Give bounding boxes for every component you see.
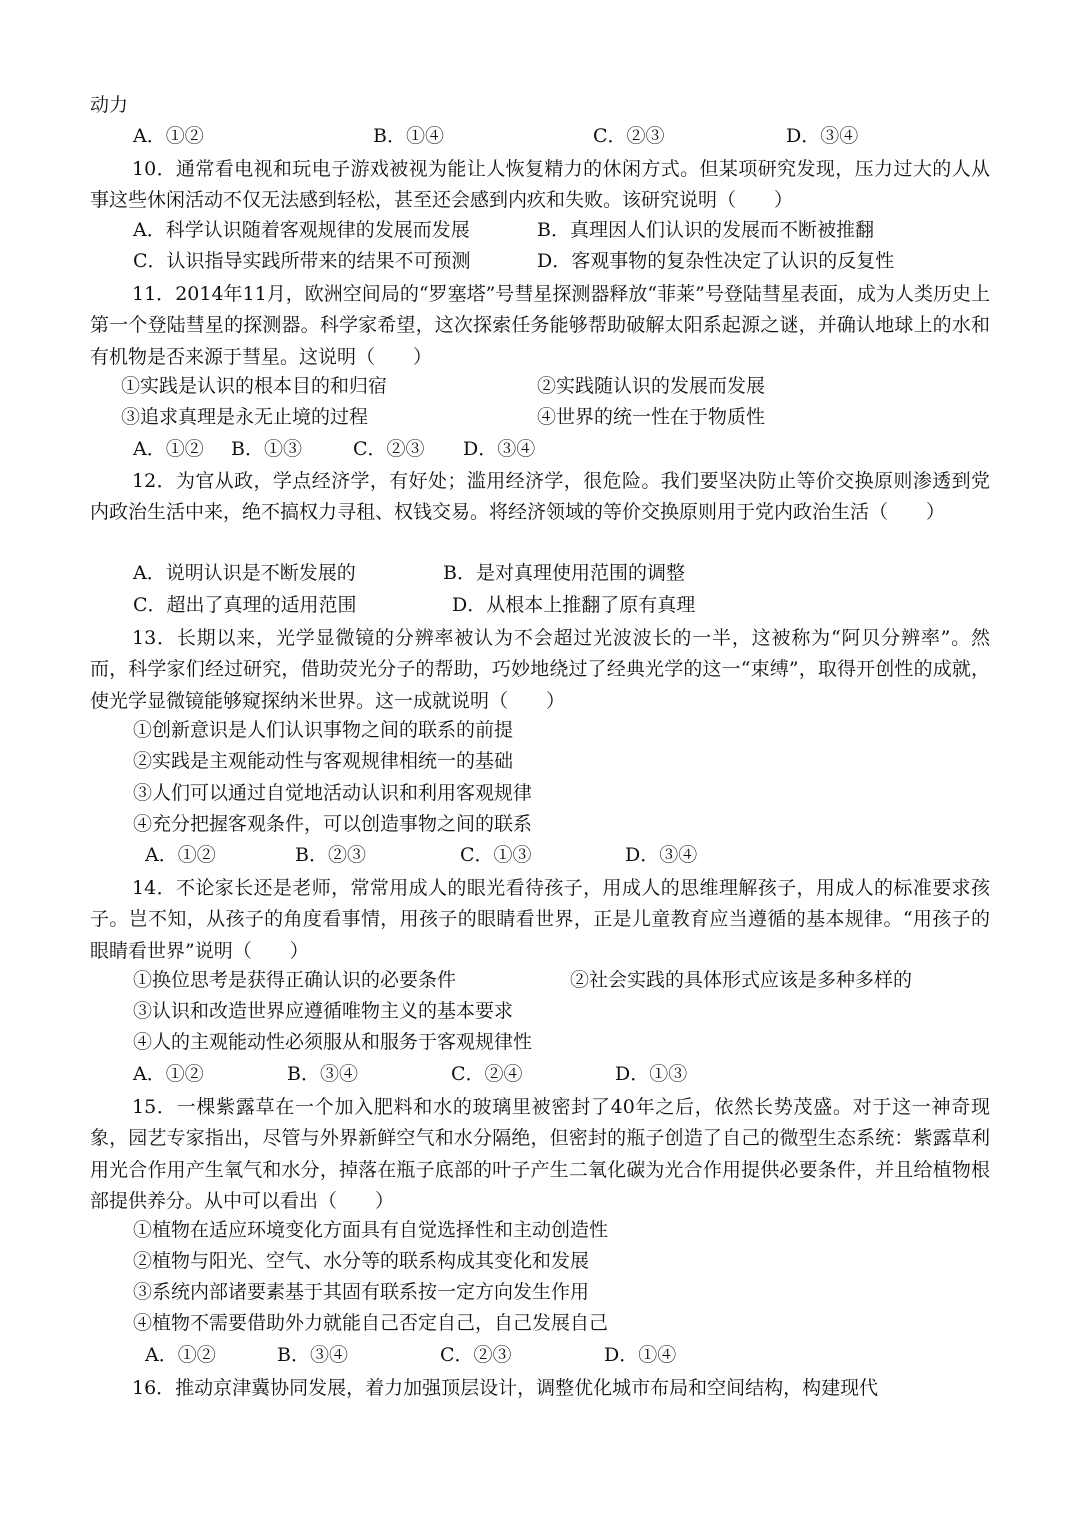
q15-option-d: D．①④ [604, 1344, 677, 1366]
q12-option-d: D．从根本上推翻了原有真理 [452, 594, 696, 616]
q13-item-4: ④充分把握客观条件，可以创造事物之间的联系 [133, 813, 533, 835]
q9-option-a: A．①② [133, 125, 204, 147]
q11-item-4: ④世界的统一性在于物质性 [537, 406, 766, 428]
q11-item-3: ③追求真理是永无止境的过程 [121, 406, 369, 428]
q12-stem: 12．为官从政，学点经济学，有好处；滥用经济学，很危险。我们要坚决防止等价交换原则渗透到党内政治生活中来，绝不搞权力寻租、权钱交易。将经济领域的等价交换原则用于党内政治生活（ ） [90, 470, 990, 524]
q9-option-b: B．①④ [373, 125, 444, 147]
q16-stem: 16．推动京津冀协同发展，着力加强顶层设计，调整优化城市布局和空间结构，构建现代 [132, 1377, 879, 1399]
q15-option-c: C．②③ [440, 1344, 512, 1366]
q13-item-2: ②实践是主观能动性与客观规律相统一的基础 [133, 750, 514, 772]
q13-option-a: A．①② [145, 844, 216, 866]
q9-option-d: D．③④ [786, 125, 859, 147]
q13-option-c: C．①③ [460, 844, 532, 866]
q14-stem: 14．不论家长还是老师，常常用成人的眼光看待孩子，用成人的思维理解孩子，用成人的标准要求孩子。岂不知，从孩子的角度看事情，用孩子的眼睛看世界，正是儿童教育应当遵循的基本规律。“用孩子的眼睛看世界”说明（ ） [90, 877, 990, 962]
q11-option-d: D．③④ [463, 438, 536, 460]
q15-item-4: ④植物不需要借助外力就能自己否定自己，自己发展自己 [133, 1312, 609, 1334]
q13-option-b: B．②③ [295, 844, 366, 866]
q14-option-d: D．①③ [615, 1063, 688, 1085]
q11-item-1: ①实践是认识的根本目的和归宿 [121, 375, 388, 397]
q14-option-a: A．①② [133, 1063, 204, 1085]
q9-option-c: C．②③ [593, 125, 665, 147]
q15-item-1: ①植物在适应环境变化方面具有自觉选择性和主动创造性 [133, 1219, 609, 1241]
q15-item-3: ③系统内部诸要素基于其固有联系按一定方向发生作用 [133, 1281, 590, 1303]
q10-option-a: A．科学认识随着客观规律的发展而发展 [133, 219, 470, 241]
q12-option-c: C．超出了真理的适用范围 [133, 594, 357, 616]
q15-item-2: ②植物与阳光、空气、水分等的联系构成其变化和发展 [133, 1250, 590, 1272]
q14-option-c: C．②④ [451, 1063, 523, 1085]
q14-item-2: ②社会实践的具体形式应该是多种多样的 [570, 969, 913, 991]
q12-option-a: A．说明认识是不断发展的 [133, 562, 356, 584]
q12-option-b: B．是对真理使用范围的调整 [443, 562, 685, 584]
q15-option-a: A．①② [145, 1344, 216, 1366]
q11-stem: 11．2014年11月，欧洲空间局的“罗塞塔”号彗星探测器释放“菲莱”号登陆彗星表面，成为人类历史上第一个登陆彗星的探测器。科学家希望，这次探索任务能够帮助破解太阳系起源之谜，并确认地球上的水和有机物是否来源于彗星。这说明（ ） [90, 283, 990, 368]
q11-option-b: B．①③ [231, 438, 302, 460]
q11-option-c: C．②③ [353, 438, 425, 460]
q10-option-d: D．客观事物的复杂性决定了认识的反复性 [537, 250, 895, 272]
q14-option-b: B．③④ [287, 1063, 358, 1085]
q13-stem: 13．长期以来，光学显微镜的分辨率被认为不会超过光波波长的一半，这被称为“阿贝分辨率”。然而，科学家们经过研究，借助荧光分子的帮助，巧妙地绕过了经典光学的这一“束缚”，取得开创性的成就，使光学显微镜能够窥探纳米世界。这一成就说明（ ） [90, 627, 990, 712]
q14-item-4: ④人的主观能动性必须服从和服务于客观规律性 [133, 1031, 533, 1053]
q14-item-3: ③认识和改造世界应遵循唯物主义的基本要求 [133, 1000, 514, 1022]
q15-stem: 15．一棵紫露草在一个加入肥料和水的玻璃里被密封了40年之后，依然长势茂盛。对于这一神奇现象，园艺专家指出，尽管与外界新鲜空气和水分隔绝，但密封的瓶子创造了自己的微型生态系统：紫露草利用光合作用产生氧气和水分，掉落在瓶子底部的叶子产生二氧化碳为光合作用提供必要条件，并且给植物根部提供养分。从中可以看出（ ） [90, 1096, 990, 1212]
q11-option-a: A．①② [133, 438, 204, 460]
q15-option-b: B．③④ [277, 1344, 348, 1366]
q13-item-1: ①创新意识是人们认识事物之间的联系的前提 [133, 719, 514, 741]
q9-tail: 动力 [90, 94, 129, 116]
q14-item-1: ①换位思考是获得正确认识的必要条件 [133, 969, 457, 991]
q10-stem: 10．通常看电视和玩电子游戏被视为能让人恢复精力的休闲方式。但某项研究发现，压力过大的人从事这些休闲活动不仅无法感到轻松，甚至还会感到内疚和失败。该研究说明（ ） [90, 158, 990, 212]
q13-item-3: ③人们可以通过自觉地活动认识和利用客观规律 [133, 782, 533, 804]
q10-option-b: B．真理因人们认识的发展而不断被推翻 [537, 219, 874, 241]
q11-item-2: ②实践随认识的发展而发展 [537, 375, 766, 397]
q13-option-d: D．③④ [625, 844, 698, 866]
q10-option-c: C．认识指导实践所带来的结果不可预测 [133, 250, 471, 272]
